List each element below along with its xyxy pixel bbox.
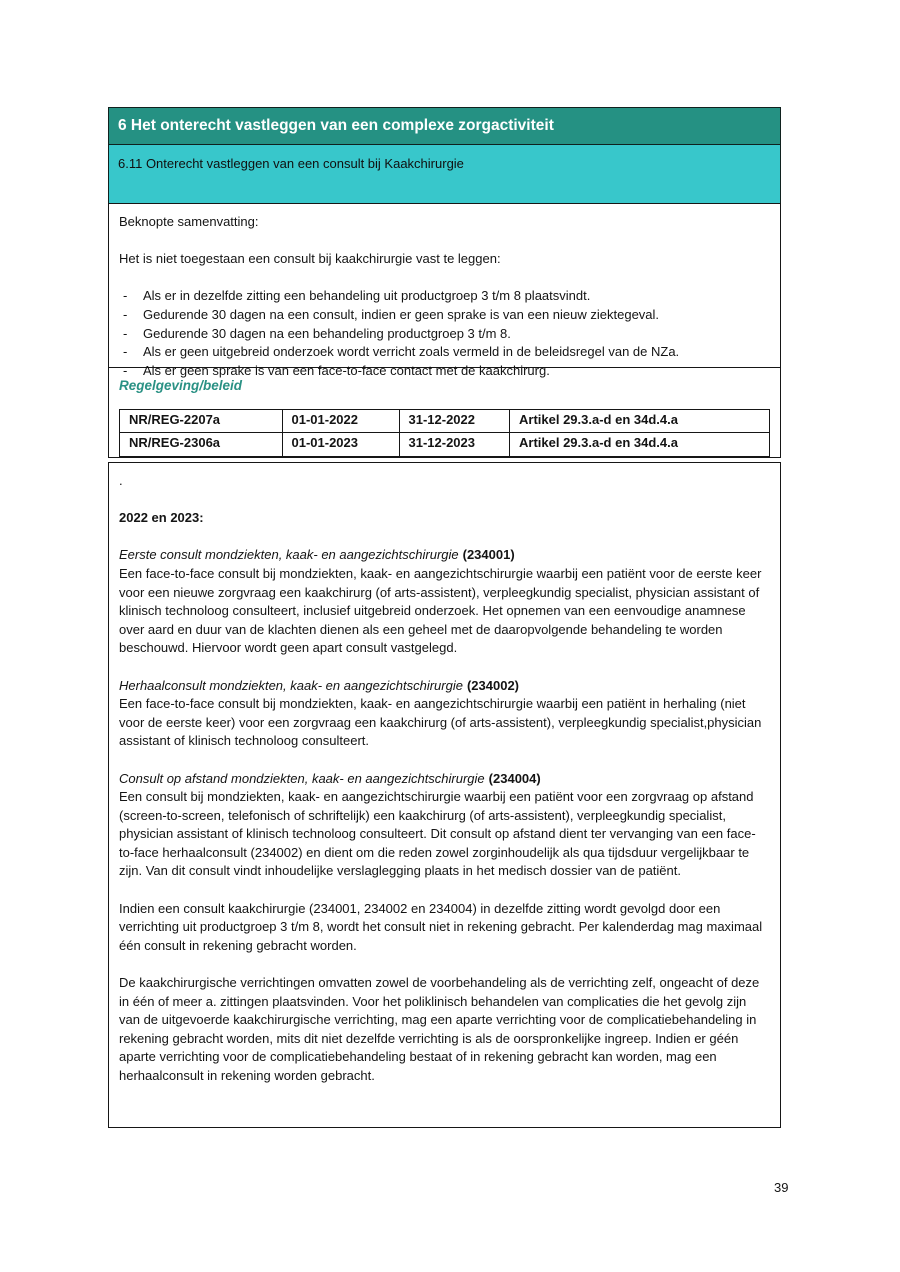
- end-date-cell: 31-12-2022: [399, 409, 510, 433]
- activity-heading: [119, 677, 770, 696]
- bullet-text: Als er geen sprake is van een face-to-face contact met de kaakchirurg.: [143, 362, 550, 378]
- activity-description: Een face-to-face consult bij mondziekten, kaak- en aangezichtschirurgie waarbij een patiënt voor de eerste keer voor een nieuwe zorgvraag een kaakchirurg (of arts-assistent), verpleegkundig specialist, physician assistant of klinisch technoloog consulteert, inclusief uitgebreid onderzoek. Het opnemen van een eenvoudige anamnese over aard en duur van de klachten dienen als een geheel met de daaropvolgende behandeling te worden beschouwd. Hiervoor wordt geen apart consult vastgelegd.: [119, 565, 762, 656]
- summary-intro: Het is niet toegestaan een consult bij kaakchirurgie vast te leggen:: [119, 251, 501, 267]
- section-repeat-consult: [119, 677, 770, 751]
- list-item: [119, 343, 770, 362]
- activity-heading: [119, 770, 770, 789]
- bullet-text: Gedurende 30 dagen na een behandeling productgroep 3 t/m 8.: [143, 325, 511, 341]
- regulation-code-cell: NR/REG-2207a: [120, 409, 283, 433]
- section-header-bar: [108, 144, 781, 204]
- bullet-dash: -: [123, 288, 128, 304]
- activity-title: Herhaalconsult mondziekten, kaak- en aangezichtschirurgie: [119, 677, 463, 693]
- activity-code: (234004): [488, 770, 541, 786]
- body-paragraph: De kaakchirurgische verrichtingen omvatten zowel de voorbehandeling als de verrichting zelf, ongeacht of deze in één of meer a. zittingen plaatsvinden. Voor het poliklinisch behandelen van complicaties die het gevolg zijn van de uitgevoerde kaakchirurgische verrichting, mag een aparte verrichting voor de complicatiebehandeling in rekening gebracht worden, mits dit niet dezelfde verrichting is als de oorspronkelijke ingreep. Indien er géén aparte verrichting voor de complicatiebehandeling bestaat of in rekening gebracht kan worden, mag een herhaalconsult in rekening worden gebracht.: [119, 975, 760, 1083]
- regulation-heading: Regelgeving/beleid: [119, 378, 243, 393]
- chapter-header-bar: [108, 107, 781, 145]
- years-heading: 2022 en 2023:: [119, 510, 204, 526]
- activity-heading: [119, 546, 770, 565]
- bullet-dash: -: [123, 306, 128, 322]
- table-row: [120, 409, 770, 433]
- section-first-consult: [119, 546, 770, 658]
- activity-code: (234002): [466, 677, 520, 693]
- end-date-cell: 31-12-2023: [399, 433, 510, 457]
- activity-title: Eerste consult mondziekten, kaak- en aangezichtschirurgie: [119, 547, 459, 563]
- start-date-cell: 01-01-2022: [282, 409, 399, 433]
- bullet-dash: -: [123, 344, 128, 360]
- summary-box: [108, 203, 781, 378]
- bullet-text: Als er in dezelfde zitting een behandeling uit productgroep 3 t/m 8 plaatsvindt.: [143, 288, 591, 304]
- table-row: [120, 433, 770, 457]
- bullet-text: Als er geen uitgebreid onderzoek wordt verricht zoals vermeld in de beleidsregel van de NZa.: [143, 344, 680, 360]
- bullet-dash: -: [123, 325, 128, 341]
- article-cell: Artikel 29.3.a-d en 34d.4.a: [510, 409, 770, 433]
- activity-description: Een face-to-face consult bij mondziekten, kaak- en aangezichtschirurgie waarbij een patiënt in herhaling (niet voor de eerste keer) voor een zorgvraag een kaakchirurg (of arts-assistent), verpleegkundig specialist,physician assistant of klinisch technoloog consulteert.: [119, 696, 762, 749]
- summary-bullet-list: [119, 287, 770, 380]
- activity-title: Consult op afstand mondziekten, kaak- en aangezichtschirurgie: [119, 770, 485, 786]
- list-item: [119, 287, 770, 306]
- document-frame: [108, 107, 781, 1128]
- chapter-title: 6 Het onterecht vastleggen van een complexe zorgactiviteit: [118, 117, 554, 134]
- article-cell: Artikel 29.3.a-d en 34d.4.a: [510, 433, 770, 457]
- list-item: [119, 325, 770, 344]
- activity-code: (234001): [462, 547, 515, 563]
- bullet-dash: -: [123, 362, 128, 378]
- summary-label: Beknopte samenvatting:: [119, 214, 259, 229]
- section-title: 6.11 Onterecht vastleggen van een consult bij Kaakchirurgie: [118, 156, 464, 171]
- regulation-code-cell: NR/REG-2306a: [120, 433, 283, 457]
- regulation-box: [108, 367, 781, 458]
- bullet-text: Gedurende 30 dagen na een consult, indien er geen sprake is van een nieuw ziektegeval.: [143, 306, 660, 322]
- regulation-table: [119, 409, 770, 457]
- body-paragraph: Indien een consult kaakchirurgie (234001, 234002 en 234004) in dezelfde zitting wordt gevolgd door een verrichting uit productgroep 3 t/m 8, wordt het consult niet in rekening gebracht. Per kalenderdag mag maximaal één consult in rekening gebracht worden.: [119, 900, 763, 953]
- start-date-cell: 01-01-2023: [282, 433, 399, 457]
- page-number: 39: [774, 1180, 789, 1195]
- stray-dot: .: [119, 473, 123, 488]
- list-item: [119, 306, 770, 325]
- section-remote-consult: [119, 770, 770, 882]
- body-text-box: [108, 462, 781, 1128]
- activity-description: Een consult bij mondziekten, kaak- en aangezichtschirurgie waarbij een patiënt voor een zorgvraag op afstand (screen-to-screen, telefonisch of schriftelijk) een kaakchirurg (of arts-assistent), verpleegkundig specialist, physician assistant of klinisch technoloog consulteert. Dit consult op afstand dient ter vervanging van een face-to-face herhaalconsult (234002) en dient om die reden zowel zorginhoudelijk als qua tijdsduur vergelijkbaar te zijn. Van dit consult vindt inhoudelijke verslaglegging plaats in het medisch dossier van de patiënt.: [119, 789, 756, 879]
